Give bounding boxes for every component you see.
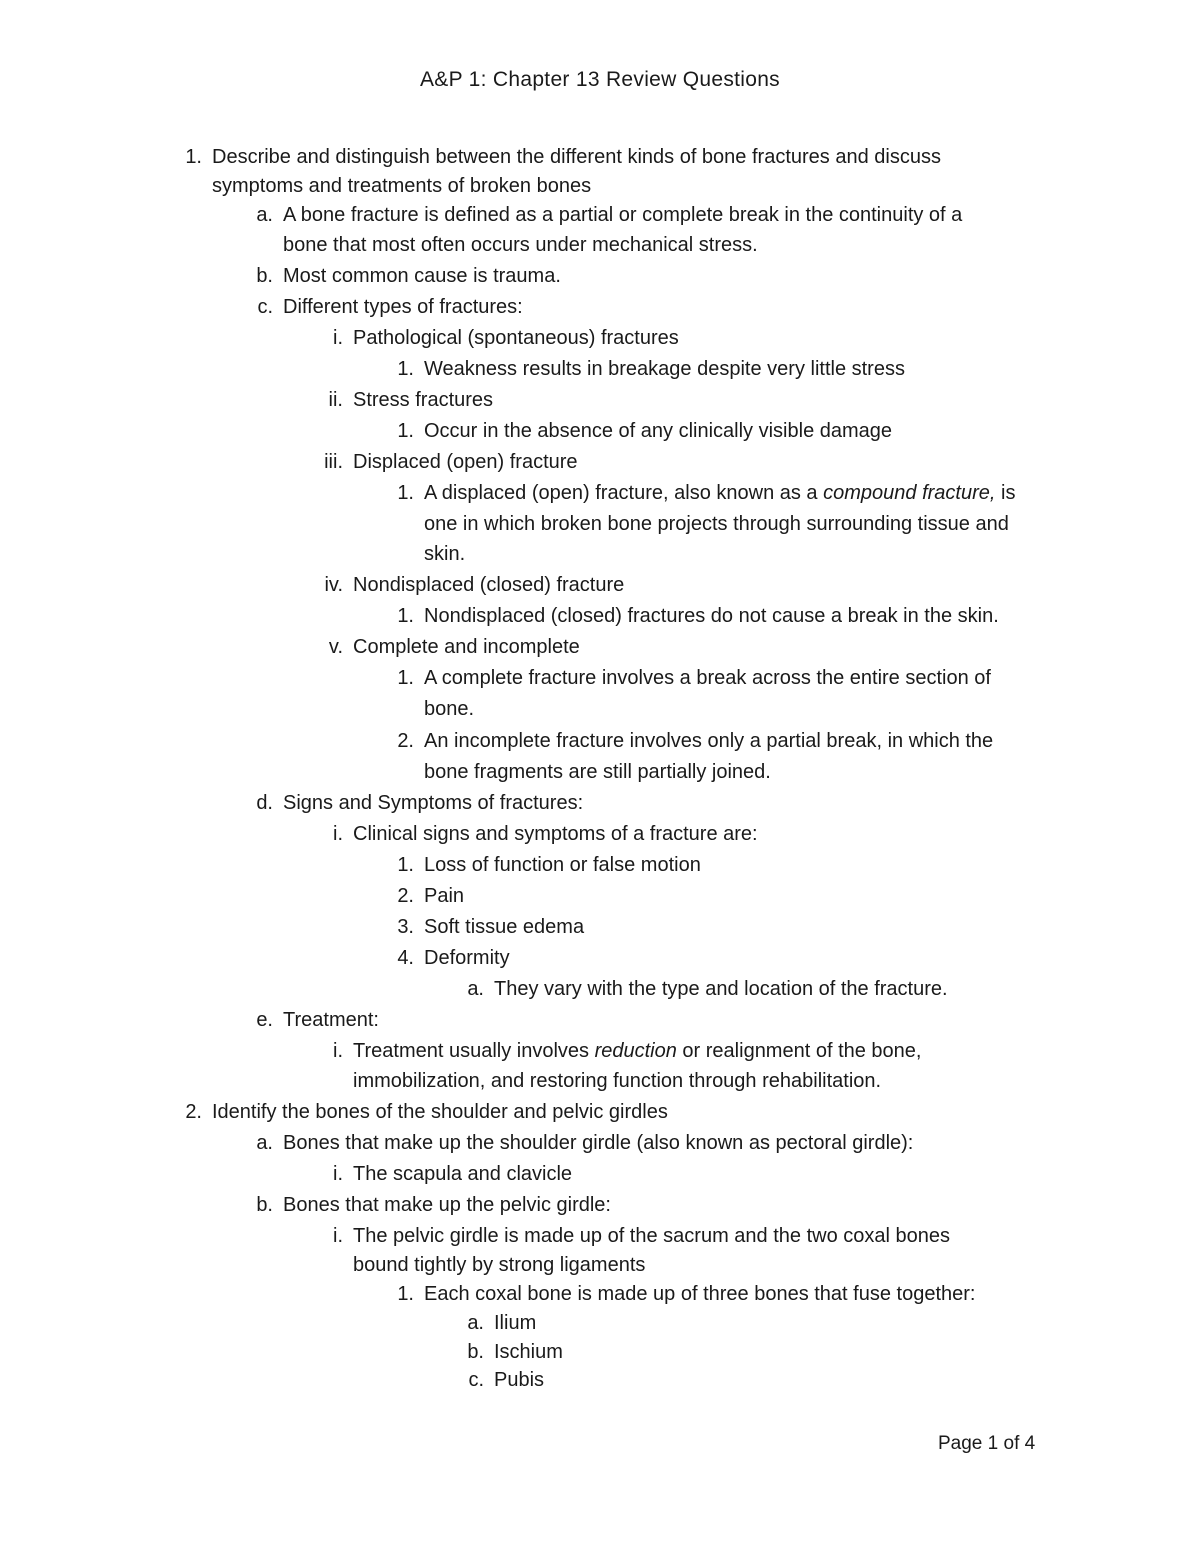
list-marker: a.	[256, 204, 273, 226]
outline-text: Signs and Symptoms of fractures:	[283, 792, 584, 814]
outline-text: bone that most often occurs under mechanical stress.	[283, 234, 758, 256]
list-marker: b.	[256, 1194, 273, 1216]
list-marker: 2.	[397, 730, 414, 752]
outline-text: Bones that make up the shoulder girdle (also known as pectoral girdle):	[283, 1132, 914, 1154]
list-marker: 1.	[397, 667, 414, 689]
outline-text: Pubis	[494, 1369, 545, 1391]
footer-page-number: 1	[987, 1433, 999, 1454]
outline-text: The scapula and clavicle	[353, 1163, 573, 1185]
outline-text: Clinical signs and symptoms of a fracture are:	[353, 823, 758, 845]
outline-text: A complete fracture involves a break across the entire section of	[424, 667, 991, 689]
outline-text: bound tightly by strong ligaments	[353, 1254, 646, 1276]
outline-text: Nondisplaced (closed) fracture	[353, 574, 625, 596]
outline-text: Weakness results in breakage despite very little stress	[424, 358, 905, 380]
outline-text: bone.	[424, 698, 475, 720]
page-footer	[938, 1433, 1035, 1455]
list-marker: b.	[467, 1341, 484, 1363]
outline-text: Stress fractures	[353, 389, 494, 411]
list-marker: 1.	[185, 146, 202, 168]
list-marker: a.	[467, 1312, 484, 1334]
text-segment: A displaced (open) fracture, also known as a	[424, 482, 824, 504]
list-marker: 4.	[397, 947, 414, 969]
outline-text: Describe and distinguish between the different kinds of bone fractures and discuss	[212, 146, 941, 168]
outline-text: The pelvic girdle is made up of the sacrum and the two coxal bones	[353, 1225, 950, 1247]
list-marker: v.	[328, 636, 343, 658]
outline-text: symptoms and treatments of broken bones	[212, 175, 592, 197]
list-marker: i.	[333, 1163, 343, 1185]
outline-text: Nondisplaced (closed) fractures do not cause a break in the skin.	[424, 605, 999, 627]
footer-total-pages: 4	[1024, 1433, 1036, 1454]
outline-text: Complete and incomplete	[353, 636, 580, 658]
outline-text: immobilization, and restoring function through rehabilitation.	[353, 1070, 882, 1092]
list-marker: 1.	[397, 854, 414, 876]
list-marker: 2.	[397, 885, 414, 907]
list-marker: 3.	[397, 916, 414, 938]
outline-text: A bone fracture is defined as a partial or complete break in the continuity of a	[283, 204, 963, 226]
list-marker: 1.	[397, 605, 414, 627]
outline-text: Occur in the absence of any clinically visible damage	[424, 420, 893, 442]
list-marker: i.	[333, 1040, 343, 1062]
outline-text: They vary with the type and location of the fracture.	[494, 978, 948, 1000]
outline-text: Loss of function or false motion	[424, 854, 701, 876]
list-marker: 2.	[185, 1101, 202, 1123]
outline-text: Ilium	[494, 1312, 537, 1334]
list-marker: 1.	[397, 358, 414, 380]
list-marker: a.	[256, 1132, 273, 1154]
outline-text: Pathological (spontaneous) fractures	[353, 327, 679, 349]
list-marker: e.	[256, 1009, 273, 1031]
list-marker: d.	[256, 792, 273, 814]
outline-text: Soft tissue edema	[424, 916, 585, 938]
list-marker: ii.	[328, 389, 343, 411]
outline-text: An incomplete fracture involves only a partial break, in which the	[424, 730, 994, 752]
outline-text: Most common cause is trauma.	[283, 265, 561, 287]
list-marker: iii.	[324, 451, 343, 473]
italic-term: compound fracture,	[823, 482, 996, 504]
list-marker: a.	[467, 978, 484, 1000]
list-marker: i.	[333, 1225, 343, 1247]
footer-of: of	[998, 1433, 1025, 1454]
outline-text: Displaced (open) fracture	[353, 451, 578, 473]
outline-text: Ischium	[494, 1341, 563, 1363]
list-marker: i.	[333, 823, 343, 845]
italic-term: reduction	[594, 1040, 677, 1062]
outline-text: Pain	[424, 885, 465, 907]
outline-text	[424, 479, 1015, 507]
outline-text: one in which broken bone projects through surrounding tissue and	[424, 513, 1009, 535]
outline-text	[353, 1037, 921, 1065]
outline-text: Treatment:	[283, 1009, 379, 1031]
outline-text: Deformity	[424, 947, 510, 969]
outline-text: bone fragments are still partially joined.	[424, 761, 771, 783]
outline-text: skin.	[424, 543, 466, 565]
outline-text: Identify the bones of the shoulder and pelvic girdles	[212, 1101, 668, 1123]
outline-text: Different types of fractures:	[283, 296, 523, 318]
list-marker: i.	[333, 327, 343, 349]
outline-text: Each coxal bone is made up of three bones that fuse together:	[424, 1283, 976, 1305]
list-marker: b.	[256, 265, 273, 287]
list-marker: c.	[468, 1369, 484, 1391]
list-marker: 1.	[397, 420, 414, 442]
text-segment: is	[995, 482, 1016, 504]
outline-text: Bones that make up the pelvic girdle:	[283, 1194, 611, 1216]
text-segment: Treatment usually involves	[353, 1040, 595, 1062]
document-title: A&P 1: Chapter 13 Review Questions	[419, 68, 780, 91]
footer-prefix: Page	[938, 1433, 988, 1454]
list-marker: c.	[257, 296, 273, 318]
list-marker: 1.	[397, 482, 414, 504]
list-marker: 1.	[397, 1283, 414, 1305]
text-segment: or realignment of the bone,	[676, 1040, 922, 1062]
list-marker: iv.	[324, 574, 343, 596]
